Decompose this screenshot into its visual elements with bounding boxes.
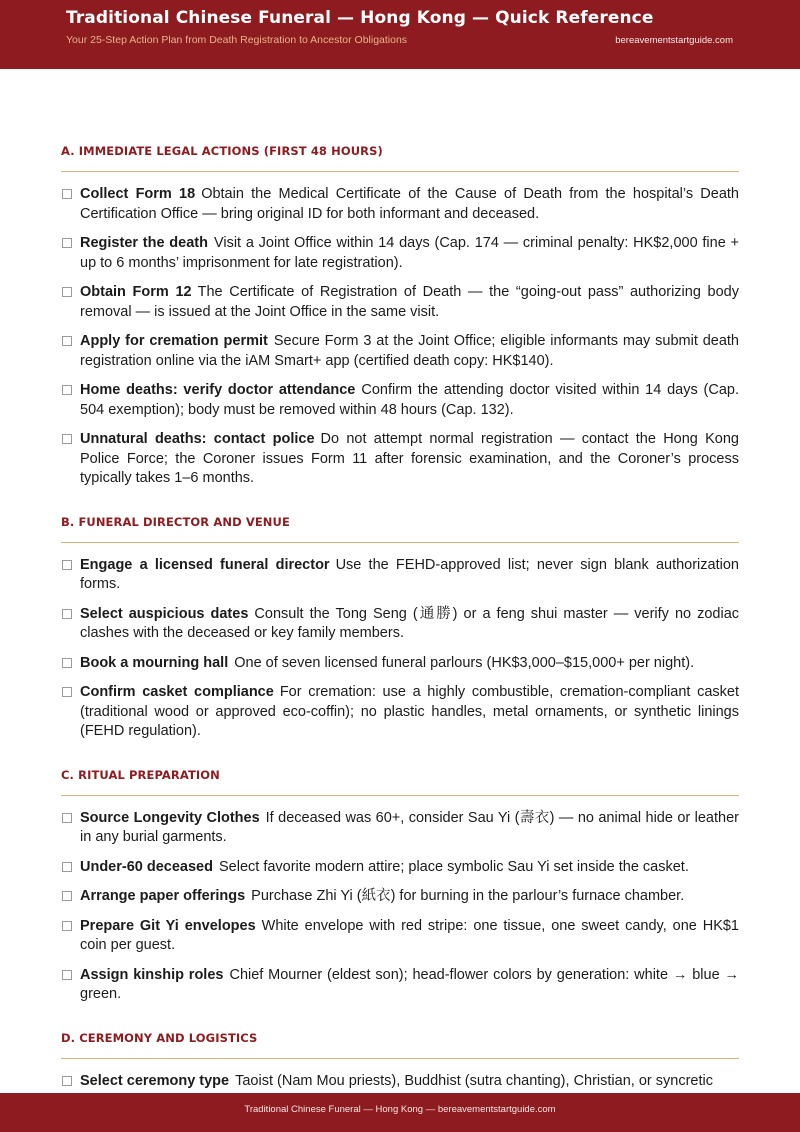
header-site-link[interactable]: bereavementstartguide.com <box>615 35 733 46</box>
checklist-item <box>61 185 739 224</box>
item-text: Secure Form 3 at the Joint Office; eligible informants may submit death registration online via the iAM Smart+ app (certified death copy: HK$140). <box>80 333 739 369</box>
item-text: If deceased was 60+, consider Sau Yi (壽衣) — no animal hide or leather in any burial garments. <box>80 809 739 845</box>
checkbox[interactable] <box>62 921 72 931</box>
item-text: Consult the Tong Seng (通勝) or a feng shui master — verify no zodiac clashes with the deceased or key family members. <box>80 605 740 641</box>
checklist-item <box>61 858 739 878</box>
checklist-item <box>61 683 739 742</box>
item-heading: Collect Form 18 <box>80 186 196 202</box>
item-heading: Arrange paper offerings <box>80 888 246 904</box>
checkbox[interactable] <box>62 862 72 872</box>
item-heading: Unnatural deaths: contact police <box>80 431 315 447</box>
checkbox[interactable] <box>62 609 72 619</box>
footer-text: Traditional Chinese Funeral — Hong Kong — bereavementstartguide.com <box>244 1104 556 1115</box>
item-text: Do not attempt normal registration — contact the Hong Kong Police Force; the Coroner issues Form 11 after forensic examination, and the Coroner’s process typically takes 1–6 months. <box>80 431 739 486</box>
section-divider <box>61 171 739 172</box>
checklist-item <box>61 381 739 420</box>
item-heading: Obtain Form 12 <box>80 284 192 300</box>
item-heading: Book a mourning hall <box>80 654 229 671</box>
checkbox[interactable] <box>62 189 72 199</box>
checklist-item <box>61 283 739 322</box>
checklist-item <box>61 1072 739 1092</box>
item-text: Visit a Joint Office within 14 days (Cap. 174 — criminal penalty: HK$2,000 fine + up to 6 months’ imprisonment for late registration). <box>80 235 739 271</box>
item-heading: Select ceremony type <box>80 1072 230 1089</box>
section-ritual-preparation <box>61 764 739 1005</box>
section-divider <box>61 542 739 543</box>
page-header <box>0 0 800 69</box>
item-heading: Prepare Git Yi envelopes <box>80 917 256 934</box>
section-divider <box>61 1058 739 1059</box>
checkbox[interactable] <box>62 891 72 901</box>
item-text: Taoist (Nam Mou priests), Buddhist (sutra chanting), Christian, or syncretic <box>235 1072 713 1089</box>
checkbox[interactable] <box>62 434 72 444</box>
checkbox[interactable] <box>62 813 72 823</box>
checklist-item <box>61 966 739 1005</box>
item-heading: Engage a licensed funeral director <box>80 556 330 573</box>
checkbox[interactable] <box>62 560 72 570</box>
item-text: The Certificate of Registration of Death — the “going-out pass” authorizing body removal — is issued at the Joint Office in the same visit. <box>80 284 739 320</box>
item-heading: Apply for cremation permit <box>80 333 268 349</box>
item-heading: Under-60 deceased <box>80 858 213 875</box>
item-heading: Register the death <box>80 235 208 251</box>
checklist-item <box>61 917 739 956</box>
checklist-item <box>61 430 739 489</box>
document-subtitle: Your 25-Step Action Plan from Death Registration to Ancestor Obligations <box>66 34 408 46</box>
checkbox[interactable] <box>62 287 72 297</box>
item-heading: Source Longevity Clothes <box>80 809 260 826</box>
checklist-item <box>61 654 739 674</box>
item-text: Use the FEHD-approved list; never sign blank authorization forms. <box>80 556 739 592</box>
checklist-item <box>61 605 739 644</box>
checklist-content <box>61 140 739 1113</box>
item-heading: Home deaths: verify doctor attendance <box>80 382 356 398</box>
checkbox[interactable] <box>62 658 72 668</box>
checkbox[interactable] <box>62 1076 72 1086</box>
checklist-item <box>61 887 739 907</box>
checklist-item <box>61 234 739 273</box>
item-text: Select favorite modern attire; place symbolic Sau Yi set inside the casket. <box>218 858 689 875</box>
item-heading: Confirm casket compliance <box>80 684 274 700</box>
section-title: C. RITUAL PREPARATION <box>61 767 220 782</box>
checkbox[interactable] <box>62 336 72 346</box>
checklist-item <box>61 332 739 371</box>
item-heading: Select auspicious dates <box>80 605 249 622</box>
section-funeral-director-venue <box>61 511 739 742</box>
checkbox[interactable] <box>62 970 72 980</box>
item-text: Obtain the Medical Certificate of the Cause of Death from the hospital’s Death Certification Office — bring original ID for both informant and deceased. <box>80 186 740 222</box>
checkbox[interactable] <box>62 238 72 248</box>
item-text: Chief Mourner (eldest son); head-flower colors by generation: white → blue → green. <box>80 966 739 1002</box>
item-text: Purchase Zhi Yi (紙衣) for burning in the parlour’s furnace chamber. <box>251 888 685 904</box>
checkbox[interactable] <box>62 687 72 697</box>
item-text: One of seven licensed funeral parlours (HK$3,000–$15,000+ per night). <box>234 654 695 671</box>
section-title: D. CEREMONY AND LOGISTICS <box>61 1030 258 1045</box>
section-immediate-legal-actions <box>61 140 739 489</box>
page-footer <box>0 1093 800 1132</box>
item-text: Confirm the attending doctor visited within 14 days (Cap. 504 exemption); body must be removed within 48 hours (Cap. 132). <box>80 382 739 418</box>
section-title: A. IMMEDIATE LEGAL ACTIONS (FIRST 48 HOURS) <box>61 144 383 158</box>
section-ceremony-logistics <box>61 1027 739 1092</box>
checklist-item <box>61 809 739 848</box>
checkbox[interactable] <box>62 385 72 395</box>
item-text: White envelope with red stripe: one tissue, one sweet candy, one HK$1 coin per guest. <box>80 917 739 953</box>
document-title: Traditional Chinese Funeral — Hong Kong — Quick Reference <box>66 8 654 28</box>
item-heading: Assign kinship roles <box>80 966 224 983</box>
section-divider <box>61 795 739 796</box>
item-text: For cremation: use a highly combustible, cremation-compliant casket (traditional wood or approved eco-coffin); no plastic handles, metal ornaments, or synthetic linings (FEHD regulation). <box>80 684 739 739</box>
checklist-item <box>61 556 739 595</box>
section-title: B. FUNERAL DIRECTOR AND VENUE <box>61 514 290 529</box>
